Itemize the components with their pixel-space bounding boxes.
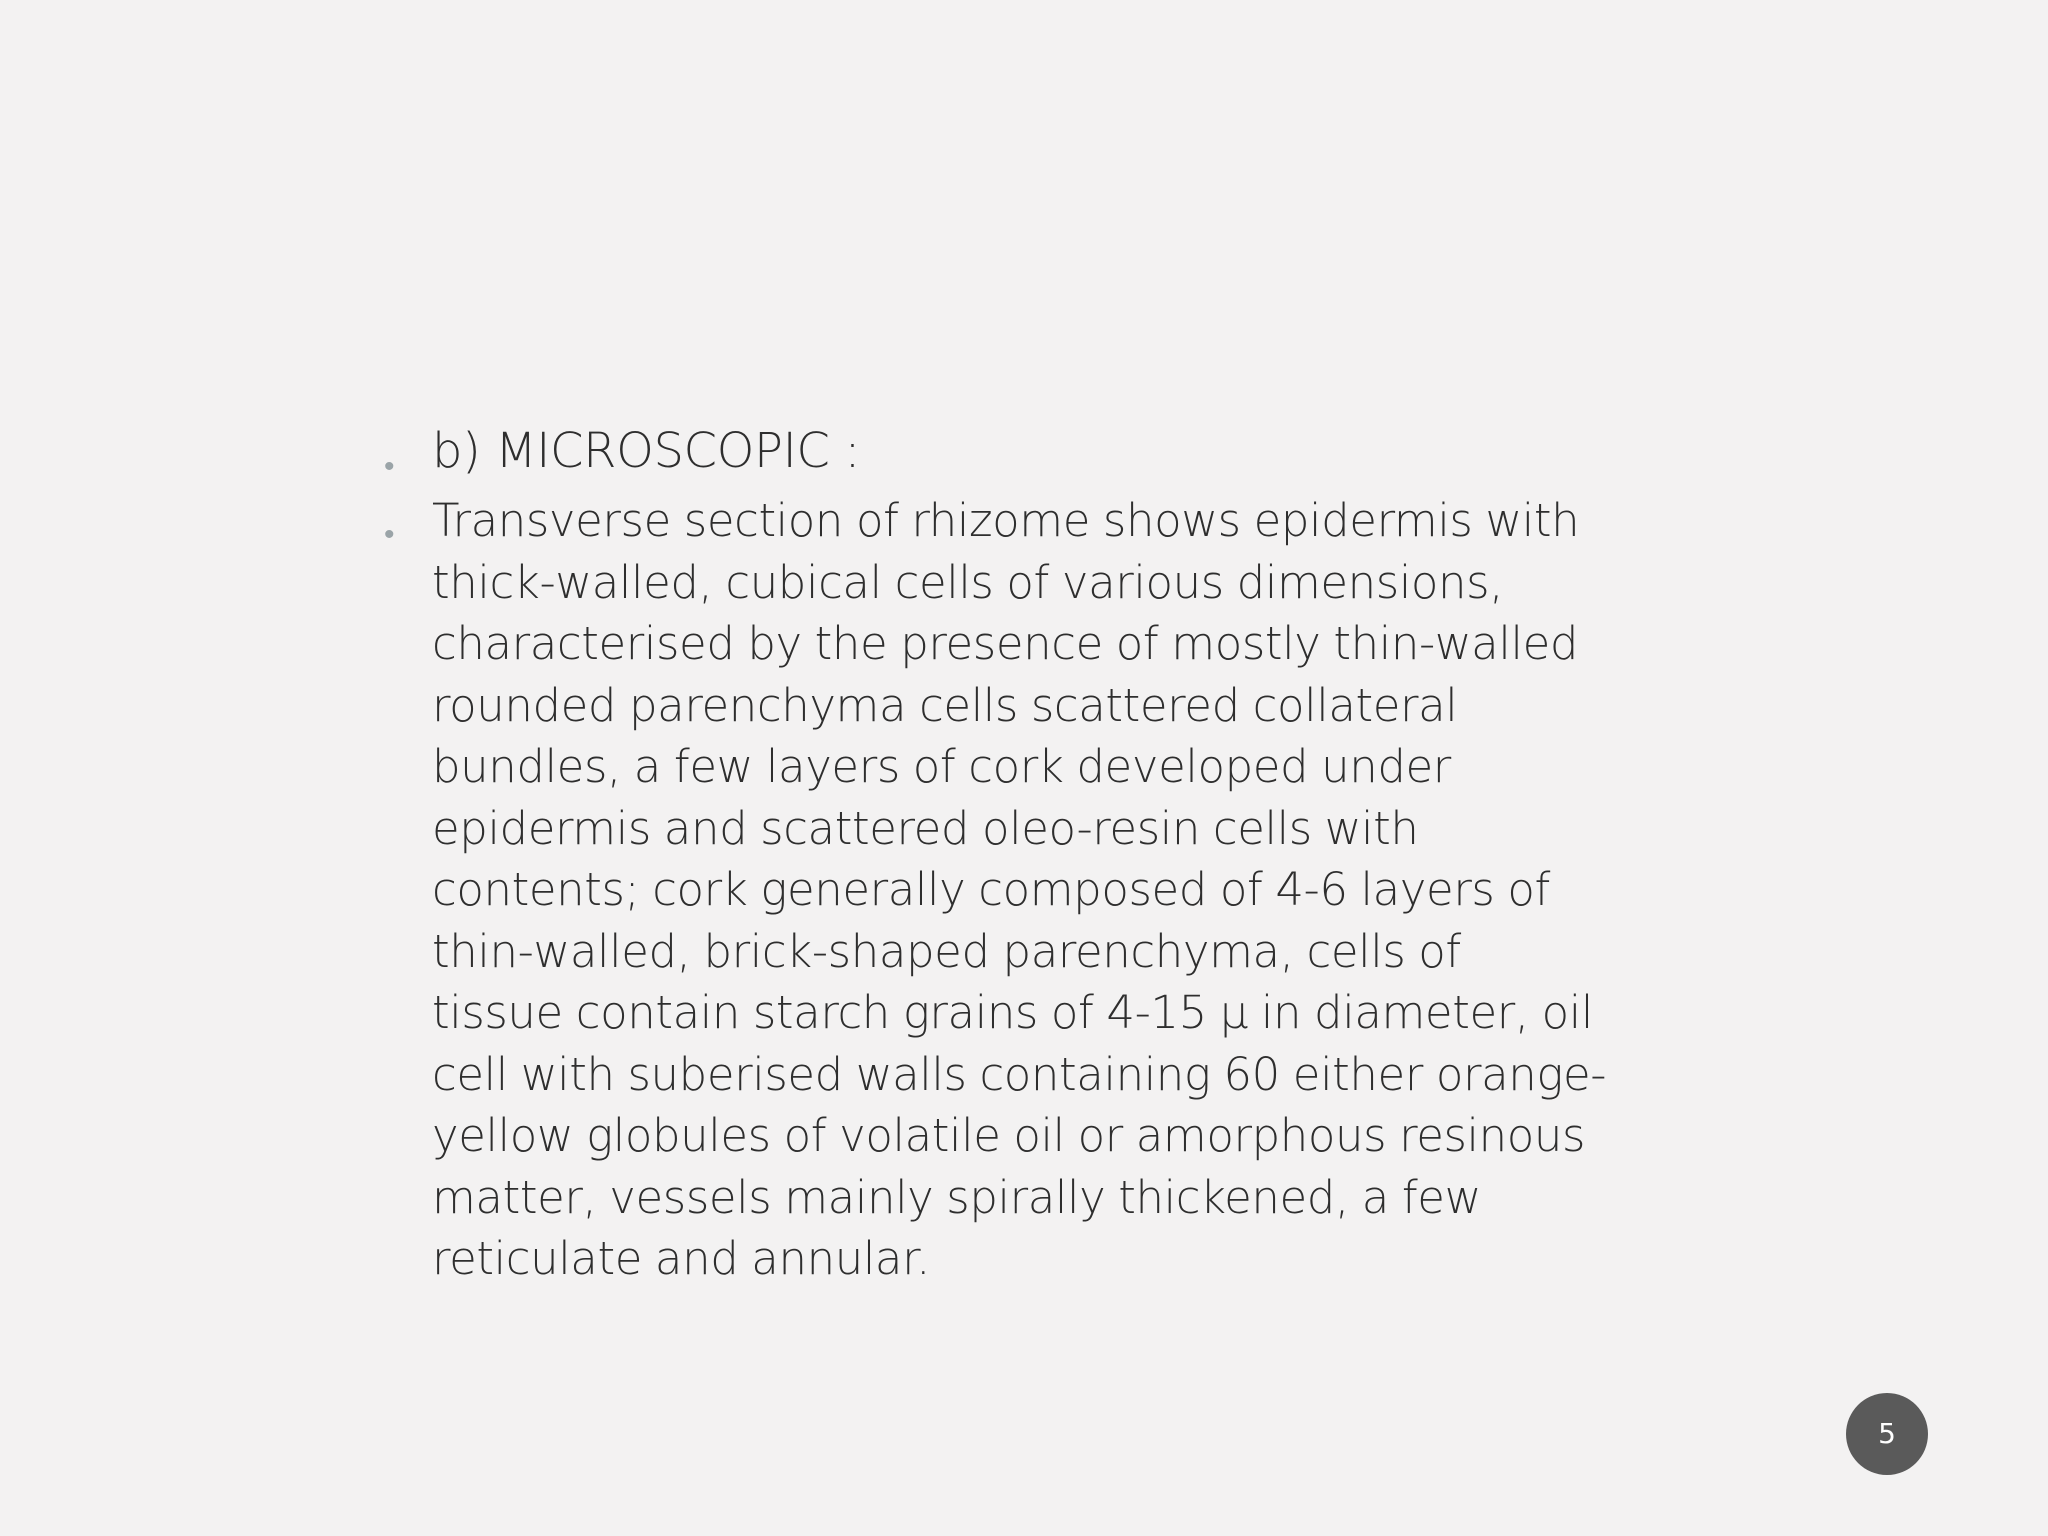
page-number-badge: 5 — [1846, 1393, 1928, 1475]
section-heading: b) MICROSCOPIC : — [432, 423, 861, 479]
body-line: thin-walled, brick-shaped parenchyma, cells of — [432, 924, 1461, 978]
body-line: contents; cork generally composed of 4-6 layers of — [432, 863, 1550, 916]
body-line: epidermis and scattered oleo-resin cells with — [432, 801, 1419, 855]
body-line: rounded parenchyma cells scattered collateral — [432, 678, 1458, 732]
body-line: yellow globules of volatile oil or amorphous resinous — [432, 1109, 1586, 1162]
body-line: thick-walled, cubical cells of various dimensions, — [432, 555, 1504, 609]
body-line: cell with suberised walls containing 60 either orange- — [432, 1047, 1607, 1101]
body-line: reticulate and annular. — [432, 1232, 930, 1285]
body-line: characterised by the presence of mostly thin-walled — [432, 617, 1579, 670]
bullet-heading-microscopic — [378, 420, 1678, 482]
bullet-list — [378, 420, 1678, 1290]
body-line: tissue contain starch grains of 4-15 μ in diameter, oil — [432, 986, 1593, 1039]
body-line: Transverse section of rhizome shows epidermis with — [432, 494, 1580, 547]
bullet-dot-icon: • — [384, 517, 395, 552]
bullet-description — [378, 490, 1678, 1290]
body-line: matter, vessels mainly spirally thickened, a few — [432, 1170, 1481, 1224]
bullet-dot-icon: • — [384, 449, 395, 484]
body-line: bundles, a few layers of cork developed under — [432, 740, 1451, 793]
